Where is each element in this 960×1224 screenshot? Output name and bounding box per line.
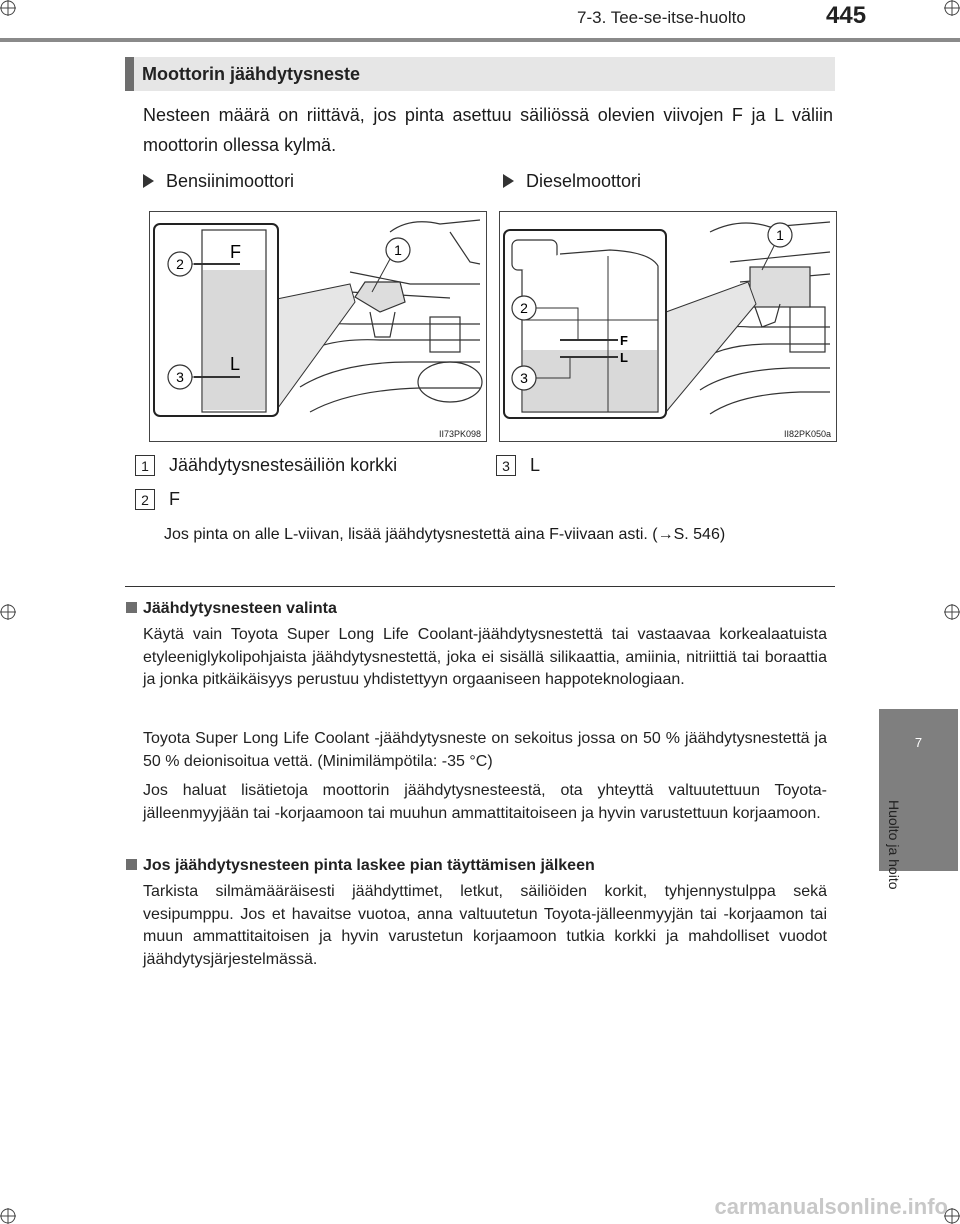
triangle-bullet-icon bbox=[503, 174, 514, 188]
engine-illustration bbox=[500, 212, 836, 441]
figure-heading-text: Bensiinimoottori bbox=[166, 171, 295, 191]
figure-code: II73PK098 bbox=[438, 429, 481, 439]
chapter-label: Huolto ja hoito bbox=[886, 800, 902, 890]
paragraph: Jos haluat lisätietoja moottorin jäähdytysnesteestä, ota yhteyttä valtuutettuun Toyota-jälleenmyyjään tai -korjaamoon tai muuhun ammattitaitoiseen ja hyvin varustettuun korjaamoon. bbox=[143, 782, 827, 822]
section-title-accent bbox=[125, 57, 134, 91]
subsection-heading-level-drop bbox=[126, 857, 595, 875]
subsection-heading-text: Jos jäähdytysnesteen pinta laskee pian täyttämisen jälkeen bbox=[143, 857, 595, 874]
figure-diesel-engine bbox=[499, 211, 837, 442]
mark-l: L bbox=[230, 354, 241, 374]
legend-item-2 bbox=[135, 489, 180, 510]
subsection-heading-text: Jäähdytysnesteen valinta bbox=[143, 600, 337, 617]
chapter-number: 7 bbox=[914, 735, 923, 750]
triangle-bullet-icon bbox=[143, 174, 154, 188]
legend-item-1 bbox=[135, 455, 397, 476]
paragraph: Tarkista silmämääräisesti jäähdyttimet, letkut, säiliöiden korkit, tyhjennystulppa sekä vesipumppu. Jos et havaitse vuotoa, anna valtuutetun Toyota-jälleenmyyjän tai -korjaamon tai muun ammattitaitoisen ja hyvin varustetun korjaamoon tutkia korkki ja mahdolliset vuodot jäähdytysjärjestelmässä. bbox=[143, 883, 827, 968]
legend-text: Jäähdytysnestesäiliön korkki bbox=[169, 455, 398, 475]
header-section-title: 7-3. Tee-se-itse-huolto bbox=[577, 8, 746, 27]
legend-text: L bbox=[530, 455, 541, 475]
callout-1: 1 bbox=[776, 227, 784, 243]
figure-petrol-engine bbox=[149, 211, 487, 442]
callout-1: 1 bbox=[394, 242, 402, 258]
header-rule bbox=[0, 38, 960, 42]
level-note: Jos pinta on alle L-viivan, lisää jäähdytysnestettä aina F-viivaan asti. (→S. 546) bbox=[164, 526, 726, 543]
paragraph: Käytä vain Toyota Super Long Life Coolant-jäähdytysnestettä tai vastaavaa korkealaatuista etyleeniglykolipohjaista jäähdytysnestettä, joka ei sisällä silikaattia, amiinia, nitriittiä tai boraattia ja jonka pitkäikäisyys perustuu yhdistettyyn orgaaniseen happoteknologiaan. bbox=[143, 626, 827, 688]
figure-heading-petrol bbox=[143, 171, 294, 192]
engine-illustration bbox=[150, 212, 486, 441]
callout-3: 3 bbox=[176, 369, 184, 385]
square-bullet-icon bbox=[126, 859, 137, 870]
callout-2: 2 bbox=[176, 256, 184, 272]
legend-number: 3 bbox=[496, 455, 516, 476]
legend-item-3 bbox=[496, 455, 540, 476]
mark-l: L bbox=[620, 350, 628, 365]
page-number: 445 bbox=[826, 2, 867, 29]
section-title: Moottorin jäähdytysneste bbox=[142, 64, 361, 84]
legend-number: 2 bbox=[135, 489, 155, 510]
paragraph: Toyota Super Long Life Coolant -jäähdytysneste on sekoitus jossa on 50 % jäähdytysnestettä ja 50 % deionisoitua vettä. (Minimilämpötila: -35 °C) bbox=[143, 730, 827, 770]
watermark: carmanualsonline.info bbox=[714, 1194, 948, 1219]
intro-paragraph: Nesteen määrä on riittävä, jos pinta asettuu säiliössä olevien viivojen F ja L väliin moottorin ollessa kylmä. bbox=[143, 105, 833, 155]
legend-number: 1 bbox=[135, 455, 155, 476]
square-bullet-icon bbox=[126, 602, 137, 613]
section-divider bbox=[125, 586, 835, 587]
figure-heading-diesel bbox=[503, 171, 641, 192]
subsection-heading-coolant-selection bbox=[126, 600, 337, 618]
figure-heading-text: Dieselmoottori bbox=[526, 171, 642, 191]
figure-code: II82PK050a bbox=[783, 429, 831, 439]
callout-3: 3 bbox=[520, 370, 528, 386]
mark-f: F bbox=[620, 333, 628, 348]
callout-2: 2 bbox=[520, 300, 528, 316]
legend-text: F bbox=[169, 489, 180, 509]
mark-f: F bbox=[230, 242, 241, 262]
